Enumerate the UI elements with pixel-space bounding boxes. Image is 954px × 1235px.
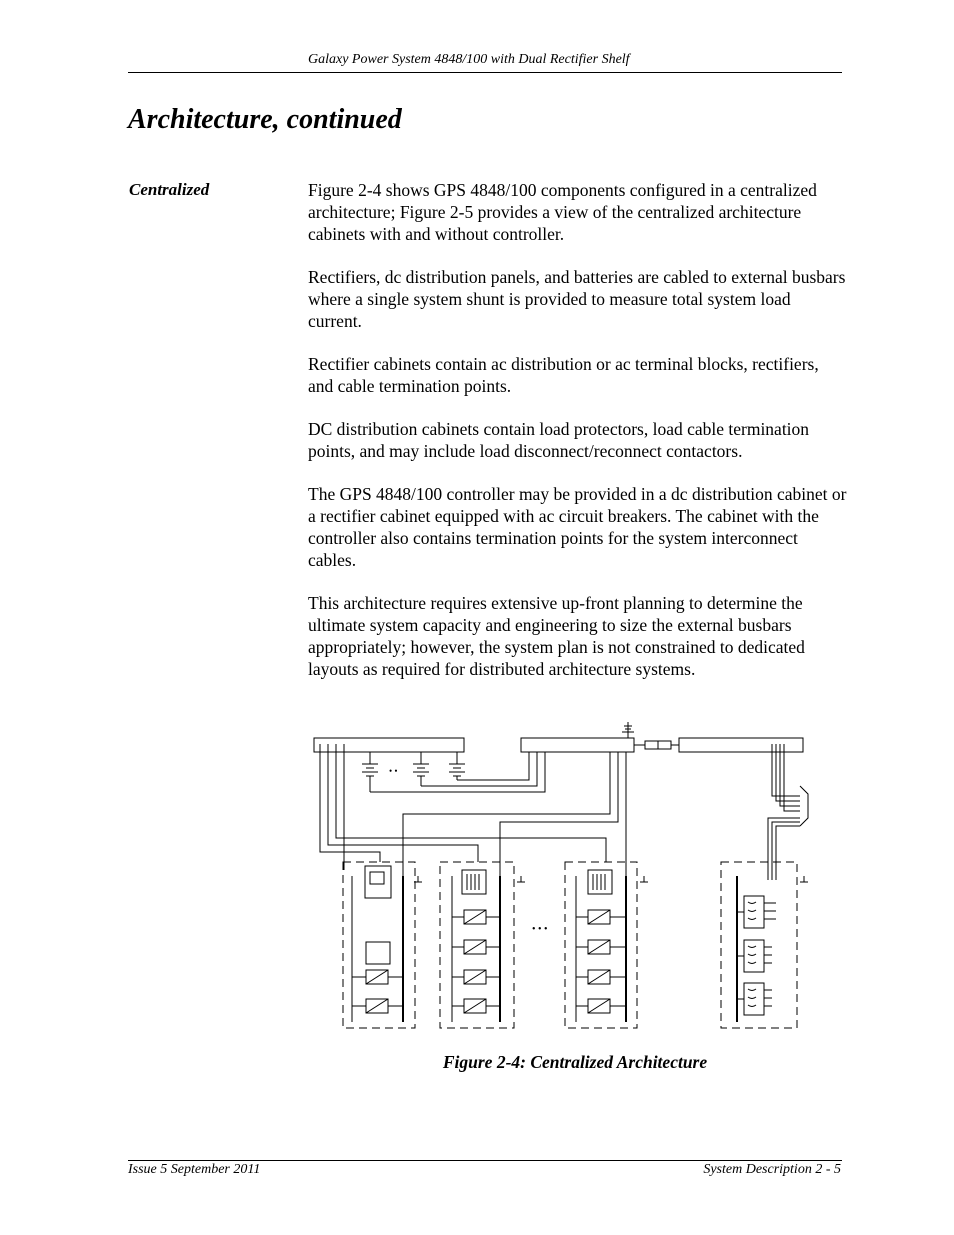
body-text — [308, 179, 848, 701]
dc-distribution-cabinet — [721, 862, 797, 1028]
rectifier-cabinet-with-controller — [343, 862, 415, 1028]
load-protector-group — [744, 983, 772, 1015]
paragraph: This architecture requires extensive up-front planning to determine the ultimate system capacity and engineering to size the external busbars appropriately; however, the system plan is not constrained to dedicated layouts as required for distributed architecture systems. — [308, 593, 805, 679]
ac-breaker-block — [588, 870, 612, 894]
cabinet-ellipsis: • • • — [532, 924, 548, 935]
paragraph: The GPS 4848/100 controller may be provided in a dc distribution cabinet or a rectifier cabinet equipped with ac circuit breakers. The cabinet with the controller also contains termination points for the system interconnect cables. — [308, 484, 847, 570]
header-rule — [128, 72, 842, 73]
rectifier-cabinet — [440, 862, 514, 1028]
busbar-middle — [521, 738, 634, 752]
paragraph: Rectifier cabinets contain ac distribution or ac terminal blocks, rectifiers, and cable termination points. — [308, 354, 819, 396]
shunt-icon — [634, 741, 679, 749]
battery-icon — [413, 752, 429, 786]
battery-icon — [362, 752, 378, 792]
ac-breaker-block — [462, 870, 486, 894]
paragraph: Figure 2-4 shows GPS 4848/100 components configured in a centralized architecture; Figure 2-5 provides a view of the centralized architecture cabinets with and without controller. — [308, 180, 817, 244]
architecture-diagram — [300, 715, 820, 1040]
load-protector-group — [744, 896, 776, 928]
figure-caption: Figure 2-4: Centralized Architecture — [442, 1052, 708, 1072]
paragraph: DC distribution cabinets contain load protectors, load cable termination points, and may include load disconnect/reconnect contactors. — [308, 419, 810, 461]
running-header: Galaxy Power System 4848/100 with Dual Rectifier Shelf — [308, 52, 630, 67]
battery-ellipsis: • • — [389, 766, 398, 776]
footer-rule — [128, 1160, 842, 1161]
footer-page-number: System Description 2 - 5 — [703, 1162, 841, 1177]
page-title: Architecture, continued — [128, 104, 402, 135]
ground-icon — [622, 722, 634, 738]
load-protector-group — [744, 940, 772, 972]
footer-issue-date: Issue 5 September 2011 — [128, 1162, 261, 1177]
controller-display — [366, 942, 390, 964]
paragraph: Rectifiers, dc distribution panels, and batteries are cabled to external busbars where a single system shunt is provided to measure total system load current. — [308, 267, 846, 331]
side-heading: Centralized — [129, 180, 210, 199]
battery-icon — [449, 752, 465, 780]
controller-module — [365, 866, 391, 898]
